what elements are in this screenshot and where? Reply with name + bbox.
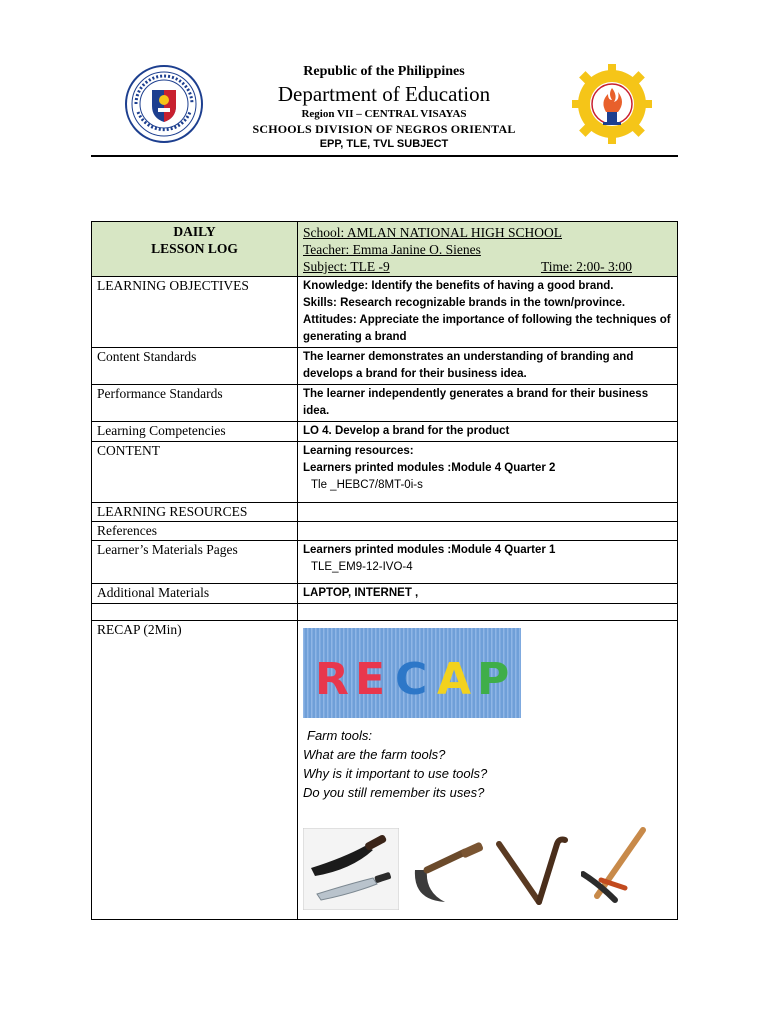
learning-resources-value [298, 503, 678, 522]
row-label-references: References [92, 522, 298, 541]
table-row [92, 385, 678, 422]
table-row [92, 348, 678, 385]
title-lesson-log: LESSON LOG [151, 241, 238, 256]
document-header [0, 0, 768, 160]
row-label-additional-materials: Additional Materials [92, 584, 298, 604]
table-row [92, 621, 678, 920]
header-region: Region VII – CENTRAL VISAYAS [301, 108, 467, 120]
recap-letter-r: R [315, 654, 349, 705]
header-divider [91, 155, 678, 157]
recap-letters-image [303, 628, 521, 718]
row-label-competencies: Learning Competencies [92, 422, 298, 442]
header-subject: EPP, TLE, TVL SUBJECT [319, 138, 449, 150]
references-value [298, 522, 678, 541]
content-line-1: Learning resources: [303, 445, 414, 457]
objective-skills: Skills: Research recognizable brands in the town/province. [303, 297, 626, 309]
bolo-knife-icon [303, 828, 399, 910]
row-label-learning-resources: LEARNING RESOURCES [92, 503, 298, 522]
objectives-value [298, 277, 678, 348]
title-daily: DAILY [173, 224, 216, 239]
table-row [92, 277, 678, 348]
competencies-value: LO 4. Develop a brand for the product [298, 422, 678, 442]
subject: Subject: TLE -9 [303, 259, 390, 274]
lm-pages-line-2: TLE_EM9-12-IVO-4 [311, 561, 413, 573]
daily-lesson-log-table [91, 221, 678, 920]
table-row [92, 442, 678, 503]
table-row [92, 522, 678, 541]
recap-letter-e: E [355, 654, 386, 705]
content-line-2: Learners printed modules :Module 4 Quarter 2 [303, 462, 556, 474]
row-label-content-standards: Content Standards [92, 348, 298, 385]
header-republic: Republic of the Philippines [303, 64, 465, 79]
header-department: Department of Education [277, 82, 491, 106]
lm-pages-line-1: Learners printed modules :Module 4 Quarter 1 [303, 544, 556, 556]
title-cell [92, 222, 298, 277]
recap-value [298, 621, 678, 920]
sickle-icon [405, 840, 489, 910]
recap-question-2: What are the farm tools? [303, 747, 446, 762]
empty-value-cell [298, 604, 678, 621]
table-row [92, 503, 678, 522]
row-label-objectives: LEARNING OBJECTIVES [92, 277, 298, 348]
recap-question-3: Why is it important to use tools? [303, 766, 488, 781]
lm-pages-value [298, 541, 678, 584]
epp-tle-tvl-gear-logo-icon [570, 62, 654, 146]
empty-label-cell [92, 604, 298, 621]
farm-tools-images [303, 824, 672, 910]
table-row [92, 422, 678, 442]
content-standards-value: The learner demonstrates an understanding of branding and develops a brand for their business idea. [298, 348, 678, 385]
header-division: SCHOOLS DIVISION OF NEGROS ORIENTAL [252, 122, 516, 136]
recap-question-4: Do you still remember its uses? [303, 785, 485, 800]
table-row [92, 541, 678, 584]
school-info-cell [298, 222, 678, 277]
table-header-row [92, 222, 678, 277]
row-label-performance-standards: Performance Standards [92, 385, 298, 422]
table-row [92, 584, 678, 604]
additional-materials-value: LAPTOP, INTERNET , [298, 584, 678, 604]
row-label-recap: RECAP (2Min) [92, 621, 298, 920]
table-row [92, 604, 678, 621]
recap-letter-a: A [437, 654, 472, 705]
recap-letter-c: C [395, 654, 428, 705]
objective-knowledge: Knowledge: Identify the benefits of having a good brand. [303, 280, 614, 292]
performance-standards-value: The learner independently generates a brand for their business idea. [298, 385, 678, 422]
pickaxe-icon [581, 824, 655, 910]
content-value [298, 442, 678, 503]
time: Time: 2:00- 3:00 [540, 259, 632, 274]
content-line-3: Tle _HEBC7/8MT-0i-s [311, 479, 423, 491]
school-name: School: AMLAN NATIONAL HIGH SCHOOL [303, 225, 562, 240]
subject-time-row [303, 258, 672, 275]
recap-question-1: Farm tools: [307, 728, 373, 743]
teacher-name: Teacher: Emma Janine O. Sienes [303, 242, 481, 257]
crowbar-icon [495, 830, 575, 910]
recap-letter-p: P [477, 654, 510, 705]
objective-attitudes: Attitudes: Appreciate the importance of following the techniques of generating a brand [303, 314, 671, 343]
row-label-lm-pages: Learner’s Materials Pages [92, 541, 298, 584]
row-label-content: CONTENT [92, 442, 298, 503]
